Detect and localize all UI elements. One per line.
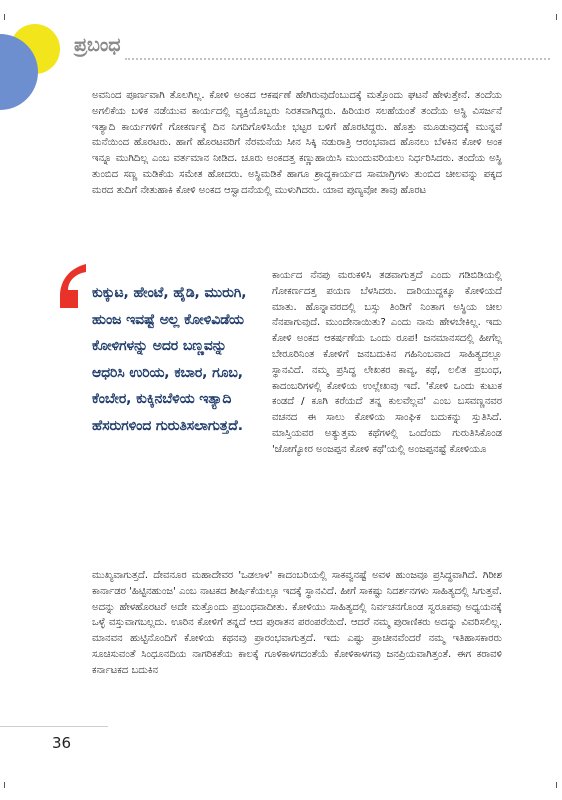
header-dotted-rule xyxy=(125,58,550,60)
crop-mark-bottom-left xyxy=(4,782,5,788)
body-paragraph-top: ಅವನಿಂದ ಪೂರ್ಣವಾಗಿ ತೊಲಗಿಲ್ಲ. ಕೋಳಿ ಅಂಕದ ಆಕರ್ಷಣೆ ಹೇಗಿರುವುದೆಂಬುದಕ್ಕೆ ಮತ್ತೊಂದು ಘಟನೆ ಹೇಳುತ್ತೇನೆ. ತಂದೆಯ ಅಗಲಿಕೆಯ ಬಳಿಕ ನಡೆಯುವ ಕಾರ್ಯದಲ್ಲಿ ವ್ಯಕ್ತಿಯೊಬ್ಬರು ನಿರತವಾಗಿದ್ದರು. ಹಿರಿಯರ ಸಲಹೆಯಂತೆ ತಂದೆಯ ಅಸ್ಥಿ ವಿಸರ್ಜನೆ ಇತ್ಯಾದಿ ಕಾರ್ಯಗಳಿಗೆ ಗೋಕರ್ಣಕ್ಕೆ ದಿನ ನಿಗದಿಗೊಳಿಸಿಯೇ ಭಟ್ಟರ ಬಳಿಗೆ ಹೊರಟಿದ್ದರು. ಹೊತ್ತು ಮೂಡುವುದಕ್ಕೆ ಮುನ್ನವೆ ಮನೆಯಿಂದ ಹೊರಟರು. ಹಾಗೆ ಹೊರಟವರಿಗೆ ನೆರಮನೆಯ ಸೀನ ಸಿಕ್ಕಿ ನಡುರಾತ್ರಿ ಆರಂಭವಾದ ಹೊನಲು ಬೆಳಕಿನ ಕೋಳಿ ಅಂಕ ಇನ್ನೂ ಮುಗಿದಿಲ್ಲ ಎಂಬ ವರ್ತಮಾನ ನೀಡಿದ. ಚೂರು ಅಂಕದತ್ತ ಕಣ್ಣುಹಾಯಿಸಿ ಮುಂದುವರಿಯಲು ನಿರ್ಧರಿಸಿದರು. ತಂದೆಯ ಅಸ್ಥಿ ತುಂಬಿದ ಸಣ್ಣ ಮಡಿಕೆಯ ಸಮೇತ ಹೋದರು. ಅಸ್ಥಿಮಡಿಕೆ ಹಾಗೂ ಶ್ರಾದ್ಧಕಾರ್ಯದ ಸಾಮಾಗ್ರಿಗಳು ತುಂಬಿದ ಚೀಲವನ್ನು ಪಕ್ಕದ ಮರದ ತುದಿಗೆ ನೇತುಹಾಕಿ ಕೋಳಿ ಅಂಕದ ಆಸ್ವಾದನೆಯಲ್ಲಿ ಮುಳುಗಿದರು. ಯಾವ ಪುಣ್ಯವೋ ತಾವು ಹೊರಟ xyxy=(92,90,502,196)
page-number: 36 xyxy=(52,734,72,752)
crop-mark-bottom-right xyxy=(556,782,557,788)
crop-mark-top-left xyxy=(4,14,5,20)
quote-mark-icon xyxy=(56,262,90,310)
crop-mark-top-right xyxy=(556,14,557,20)
section-title: ಪ್ರಬಂಧ xyxy=(74,34,121,56)
footer-rule xyxy=(0,726,108,727)
body-paragraph-bottom: ಮುಖ್ಯವಾಗುತ್ತದೆ. ದೇವನೂರ ಮಹಾದೇವರ 'ಒಡಲಾಳ' ಕಾದಂಬರಿಯಲ್ಲಿ ಸಾಕವ್ವನಷ್ಟೆ ಅವಳ ಹುಂಜವೂ ಪ್ರಸಿದ್ಧವಾಗಿದೆ. ಗಿರೀಶ ಕಾರ್ನಾಡರ 'ಹಿಟ್ಟಿನಹುಂಜ' ಎಂಬ ನಾಟಕದ ಶೀರ್ಷಿಕೆಯಲ್ಲೂ ಇದಕ್ಕೆ ಸ್ಥಾನವಿದೆ. ಹೀಗೆ ಸಾಕಷ್ಟು ನಿದರ್ಶನಗಳು ಸಾಹಿತ್ಯದಲ್ಲಿ ಸಿಗುತ್ತವೆ. ಅದನ್ನು ಹೇಳಹೊರಟರೆ ಅದೇ ಮತ್ತೊಂದು ಪ್ರಬಂಧವಾದೀತು. ಕೋಳಿಯು ಸಾಹಿತ್ಯದಲ್ಲಿ ನಿರ್ವಚನಗೊಂಡ ಸ್ವರೂಪವು ಅಧ್ಯಯನಕ್ಕೆ ಒಳ್ಳೆ ವಸ್ತುವಾಗಬಲ್ಲದು. ಊರಿನ ಕೋಳಿಗೆ ತನ್ನದೆ ಆದ ಪುರಾತನ ಪರಂಪರೆಯಿದೆ. ಆದರೆ ನಮ್ಮ ಪುರಾಣಿಕರು ಅದನ್ನು ವಿವರಿಸಲಿಲ್ಲ. ಮಾನವನ ಹುಟ್ಟಿನೊಂದಿಗೆ ಕೋಳಿಯ ಕಥನವು ಪ್ರಾರಂಭವಾಗುತ್ತದೆ. ಇದು ಎಷ್ಟು ಪ್ರಾಚೀನವೆಂದರೆ ನಮ್ಮ ಇತಿಹಾಸಕಾರರು ಸೂಚಿಸುವಂತೆ ಸಿಂಧೂನದಿಯ ನಾಗರಿಕತೆಯ ಕಾಲಕ್ಕೆ ಗೂಳಿಕಾಳಗದಂತೆಯೆ ಕೋಳಿಕಾಳಗವು ಜನಪ್ರಿಯವಾಗಿತ್ತಂತೆ. ಈಗ ಕರಾವಳಿ ಕರ್ನಾಟಕದ ಬದುಕಿನ xyxy=(92,570,502,676)
pull-quote: ಕುಕ್ಕುಟ, ಹೇಂಟೆ, ಹೈಡಿ, ಮುರುಗಿ, ಹುಂಜ ಇವಷ್ಟೆ ಅಲ್ಲ ಕೋಳಿವಿಡೆಯ ಕೋಳಿಗಳನ್ನು ಅದರ ಬಣ್ಣವನ್ನು ಆಧರಿಸಿ ಉರಿಯ, ಕಬಾರ, ಗೂಬ, ಕೆಂಬೇರ, ಕುಕ್ಕಿನಬೆಳಿಯ ಇತ್ಯಾದಿ ಹೆಸರುಗಳಿಂದ ಗುರುತಿಸಲಾಗುತ್ತದೆ. xyxy=(92,285,247,434)
body-paragraph-right-column: ಕಾರ್ಯದ ನೆನಪು ಮರುಕಳಿಸಿ ತಡವಾಗುತ್ತದೆ ಎಂದು ಗಡಿಬಿಡಿಯಲ್ಲಿ ಗೋಕರ್ಣದತ್ತ ಪಯಣ ಬೆಳಸಿದರು. ದಾರಿಯುದ್ದಕ್ಕೂ ಕೋಳಿಯದೆ ಮಾತು. ಹೊನ್ನಾವರದಲ್ಲಿ ಬಸ್ಸು ತಿಂಡಿಗೆ ನಿಂತಾಗ ಅಸ್ಥಿಯ ಚೀಲ ನೆನಪಾಗುವುದೆ. ಮುಂದೇನಾಯಿತು? ಎಂದು ನಾನು ಹೇಳಬೇಕಿಲ್ಲ. ಇದು ಕೋಳಿ ಅಂಕದ ಆಕರ್ಷಣೆಯ ಒಂದು ರೂಪ! ಜನಮಾನಸದಲ್ಲಿ ಹೀಗೆಲ್ಲ ಬೇರೂರಿನಿಂತ ಕೋಳಿಗೆ ಜನಬದುಕಿನ ಗಹಿನಿಂಬವಾದ ಸಾಹಿತ್ಯದಲ್ಲೂ ಸ್ಥಾನವಿದೆ. ನಮ್ಮ ಪ್ರಸಿದ್ಧ ಲೇಖಕರ ಕಾವ್ಯ, ಕಥೆ, ಲಲಿತ ಪ್ರಬಂಧ, ಕಾದಂಬರಿಗಳಲ್ಲಿ ಕೋಳಿಯ ಉಲ್ಲೇಖವು ಇದೆ. 'ಕೋಳಿ ಒಂದು ಕುಟುಕ ಕಂಡದೆ / ಕೂಗಿ ಕರೆಯದೆ ತನ್ನ ಕುಲವೆಲ್ಲವ' ಎಂಬ ಬಸವಣ್ಣನವರ ವಚನದ ಈ ಸಾಲು ಕೋಳಿಯ ಸಾಂಘಿಕ ಬದುಕನ್ನು ಸ್ತುತಿಸಿದೆ. ಮಾಸ್ತಿಯವರ ಅತ್ಯುತ್ತಮ ಕಥೆಗಳಲ್ಲಿ ಒಂದೆಂದು ಗುರುತಿಸಿಕೊಂಡ 'ಜೋಗ್ಯೋರ ಅಂಜಪ್ಪನ ಕೋಳಿ ಕಥೆ'ಯಲ್ಲಿ ಅಂಜಪ್ಪನಷ್ಟೆ ಕೋಳಿಯೂ xyxy=(272,270,502,455)
